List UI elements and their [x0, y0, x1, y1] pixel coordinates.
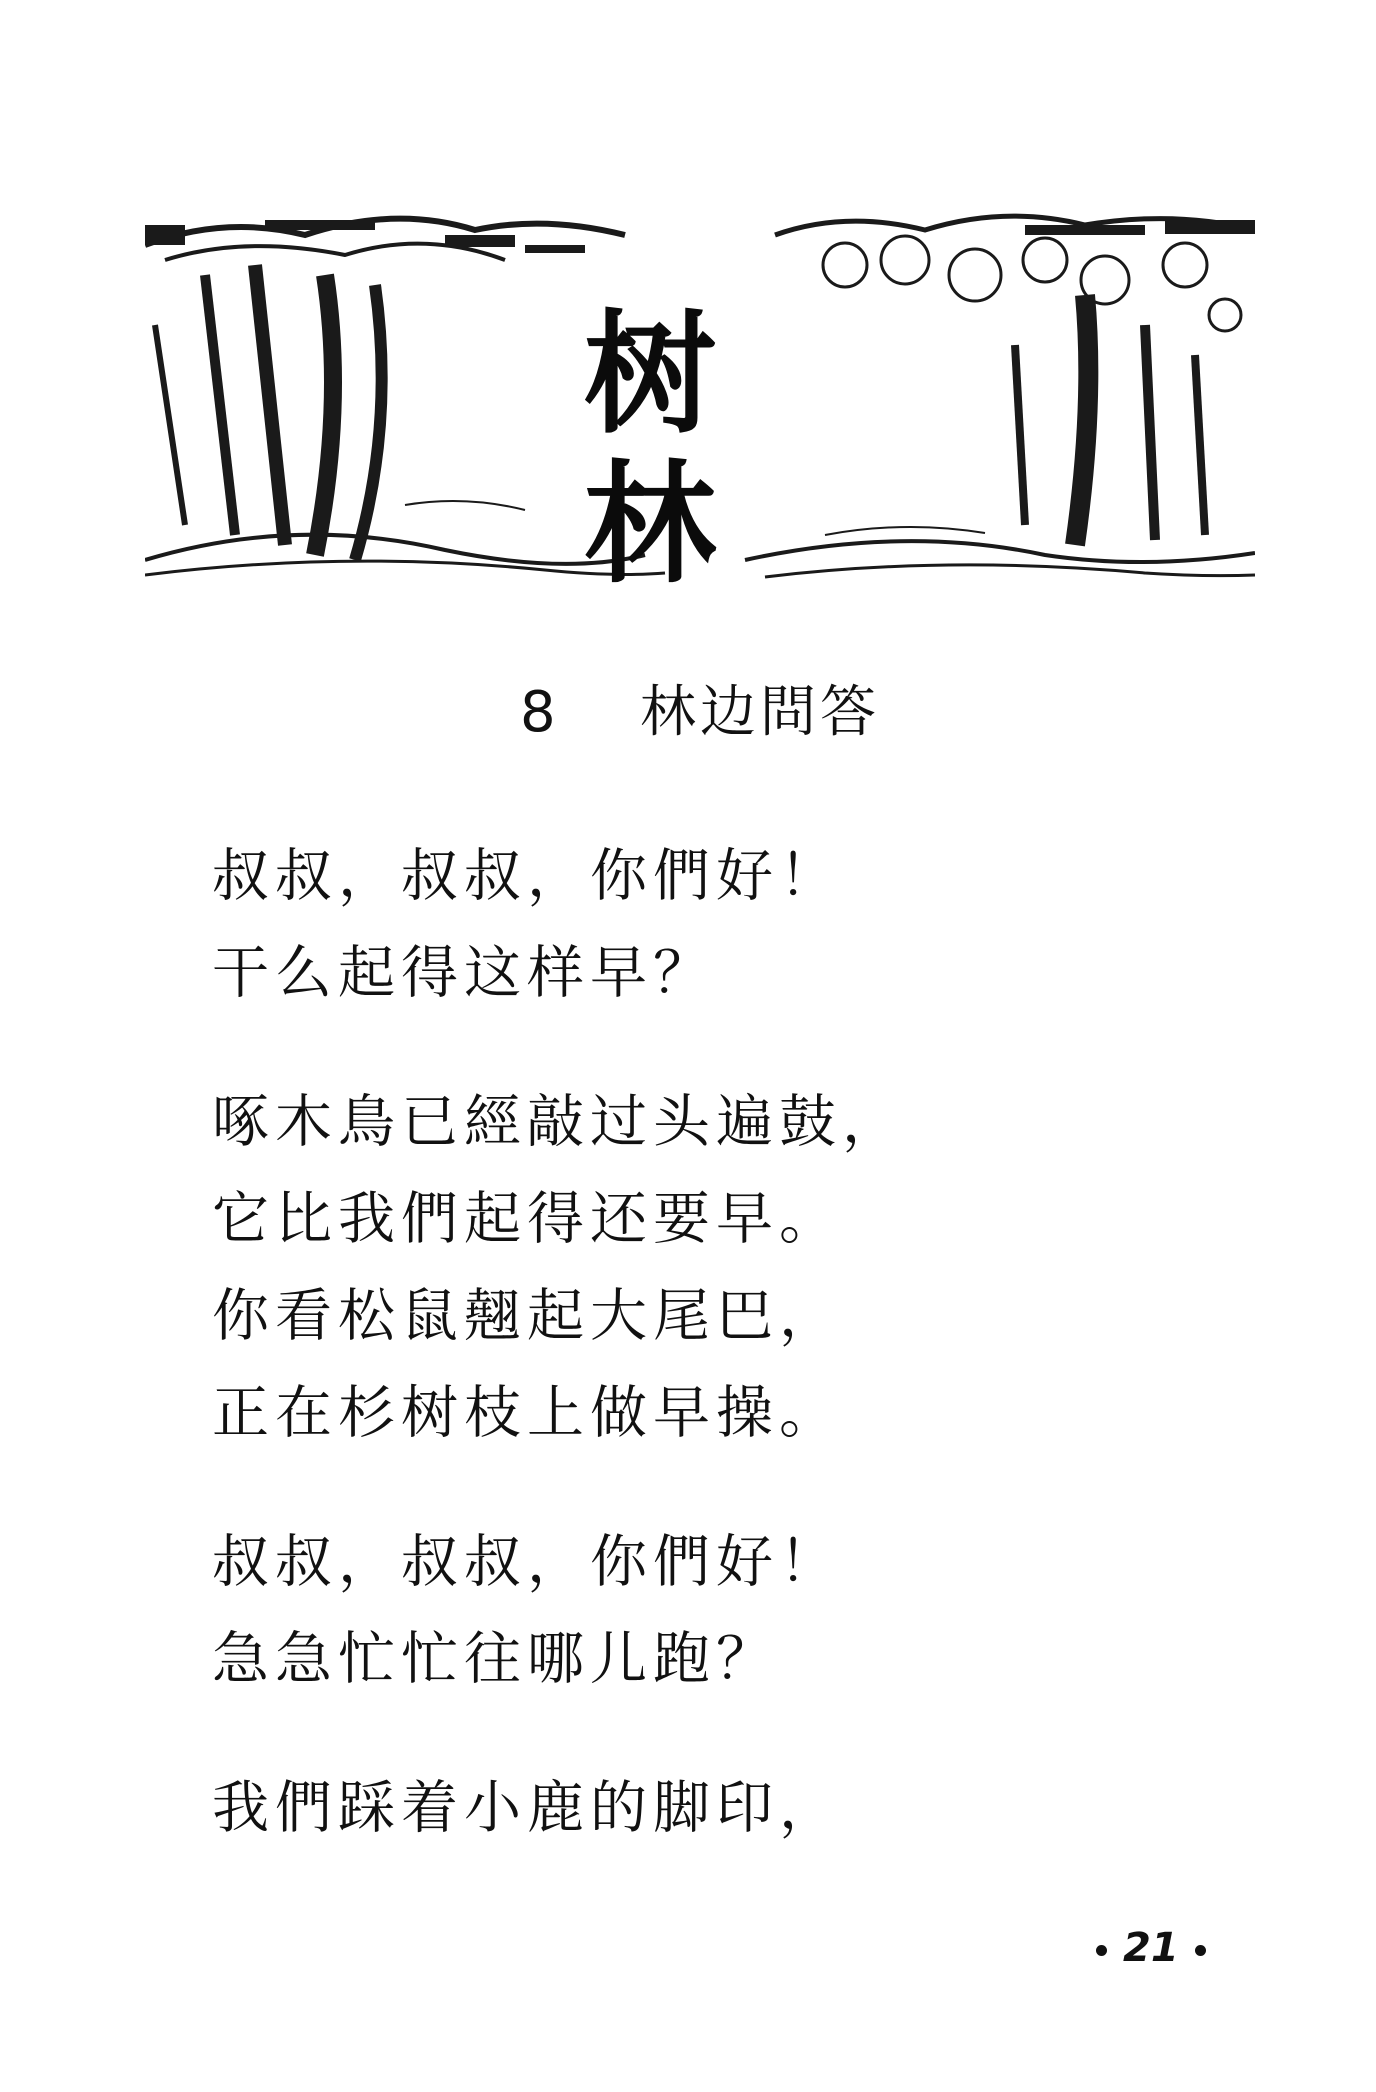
poem-line: 叔叔，叔叔，你們好！: [212, 843, 842, 909]
stanza: [212, 1514, 1212, 1708]
poem-line: 它比我們起得还要早。: [212, 1186, 842, 1252]
poem-body: [212, 828, 1212, 1857]
poem-line: 正在杉树枝上做早操。: [212, 1380, 842, 1446]
lesson-title: 林边問答: [640, 680, 880, 745]
page-number-text: 21: [1123, 1925, 1179, 1971]
section-title: 树 林: [584, 297, 796, 602]
bullet-icon: [1096, 1945, 1107, 1956]
poem-line: 急急忙忙往哪儿跑？: [212, 1626, 779, 1692]
lesson-number: 8: [520, 680, 556, 745]
poem-line: 你看松鼠翹起大尾巴，: [212, 1283, 842, 1349]
page-number: [1080, 1925, 1222, 1971]
lesson-heading: [520, 678, 880, 748]
stanza: [212, 1074, 1212, 1462]
bullet-icon: [1195, 1945, 1206, 1956]
stanza: [212, 828, 1212, 1022]
stanza: [212, 1760, 1212, 1857]
poem-line: 叔叔，叔叔，你們好！: [212, 1529, 842, 1595]
poem-line: 我們踩着小鹿的脚印，: [212, 1775, 842, 1841]
poem-line: 干么起得这样早？: [212, 940, 716, 1006]
poem-line: 啄木鳥已經敲过头遍鼓，: [212, 1089, 905, 1155]
